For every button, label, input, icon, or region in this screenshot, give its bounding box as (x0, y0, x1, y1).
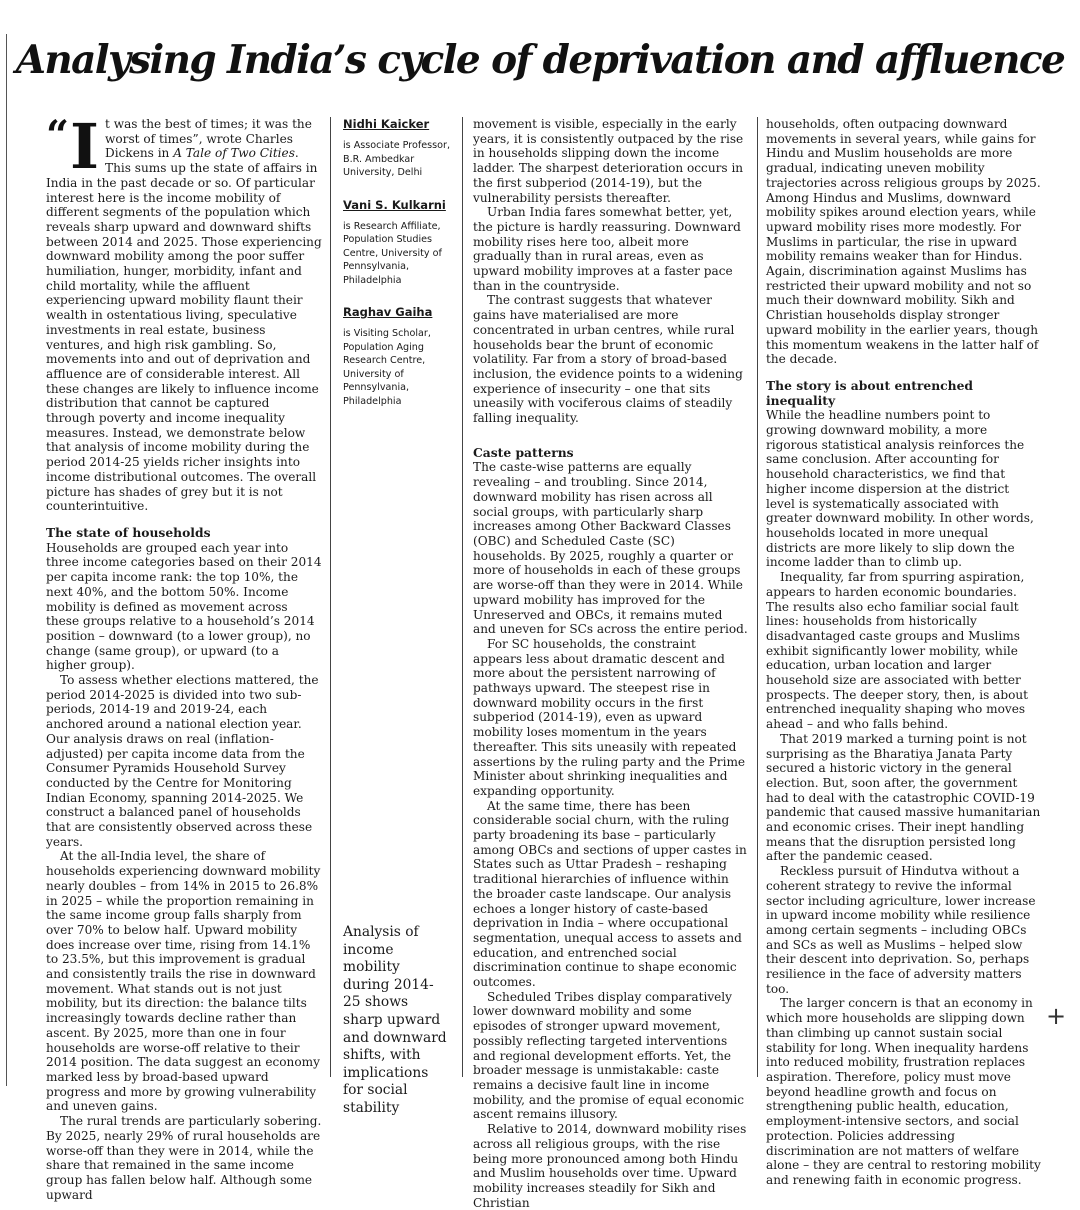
paragraph: The contrast suggests that whatever gains have materialised are more concentrated in urban centres, while rural households bear the brunt of economic volatility. Far from a story of broad-based inclusion, the evidence points to a widening experience of insecurity – one that sits uneasily with vociferous claims of steadily falling inequality. (473, 293, 743, 426)
author-bio: is Associate Professor, B.R. Ambedkar University, Delhi (343, 140, 451, 178)
paragraph: Inequality, far from spurring aspiration, appears to harden economic boundaries. The results also echo familiar social fault lines: households from historically disadvantaged caste groups and Muslims exhibit significantly lower mobility, while education, urban location and larger household size are associated with better prospects. The deeper story, then, is about entrenched inequality shaping who moves ahead – and who falls behind. (766, 570, 1028, 732)
paragraph: The rural trends are particularly sobering. By 2025, nearly 29% of rural households are worse-off than they were in 2014, while the share that remained in the same income group has fallen below half. Although some upward (46, 1114, 322, 1202)
author-name: Raghav Gaiha (343, 305, 433, 319)
paragraph: Relative to 2014, downward mobility rises across all religious groups, with the rise being more pronounced among both Hindu and Muslim households over time. Upward mobility increases steadily for Sikh and Christian (473, 1122, 747, 1210)
section-heading-caste: Caste patterns (473, 444, 574, 460)
paragraph: At the same time, there has been considerable social churn, with the ruling party broadening its base – particularly among OBCs and sections of upper castes in States such as Uttar Pradesh – reshaping traditional hierarchies of influence within the broader caste landscape. Our analysis echoes a longer history of caste-based deprivation in India – where occupational segmentation, unequal access to assets and education, and entrenched social discrimination continue to shape economic outcomes. (473, 798, 747, 990)
column-3 (473, 117, 748, 1210)
drop-cap (46, 110, 100, 183)
column-4 (766, 117, 1041, 1187)
paragraph: That 2019 marked a turning point is not surprising as the Bharatiya Janata Party secured a historic victory in the general election. But, soon after, the government had to deal with the catastrophic COVID-19 pandemic that caused massive humanitarian and economic crises. Their inept handling means that the disruption persisted long after the pandemic ceased. (766, 731, 1041, 864)
author-block (343, 117, 455, 180)
drop-cap-letter: I (70, 110, 100, 183)
plus-icon: + (1046, 1002, 1067, 1030)
paragraph: Scheduled Tribes display comparatively lower downward mobility and some episodes of stronger upward movement, possibly reflecting targeted interventions and regional development efforts. Yet, the broader message is unmistakable: caste remains a decisive fault line in income mobility, and the promise of equal economic ascent remains illusory. (473, 989, 745, 1122)
paragraph: To assess whether elections mattered, the period 2014-2025 is divided into two sub-periods, 2014-19 and 2019-24, each anchored around a national election year. Our analysis draws on real (inflation-adjusted) per capita income data from the Consumer Pyramids Household Survey conducted by the Centre for Monitoring Indian Economy, spanning 2014-2025. We construct a balanced panel of households that are consistently observed across these years. (46, 673, 319, 849)
headline: Analysing India’s cycle of deprivation and affluence (15, 37, 1065, 83)
paragraph: The caste-wise patterns are equally revealing – and troubling. Since 2014, downward mobility has risen across all social groups, with particularly sharp increases among Other Backward Classes (OBC) and Scheduled Caste (SC) households. By 2025, roughly a quarter or more of households in each of these groups are worse-off than they were in 2014. While upward mobility has improved for the Unreserved and OBCs, it remains muted and uneven for SCs across the entire period. (473, 460, 748, 637)
paragraph: Urban India fares somewhat better, yet, the picture is hardly reassuring. Downward mobility rises here too, albeit more gradually than in rural areas, even as upward mobility improves at a faster pace than in the countryside. (473, 205, 741, 293)
pull-quote: Analysis of income mobility during 2014-25 shows sharp upward and downward shifts, with implications for social stability (343, 924, 447, 1116)
author-bio: is Visiting Scholar, Population Aging Research Centre, University of Pennsylvania, Philadelphia (343, 328, 431, 407)
section-heading-inequality: The story is about entrenched inequality (766, 377, 973, 408)
column-rule (757, 117, 758, 1077)
author-name: Nidhi Kaicker (343, 117, 430, 131)
column-rule (462, 117, 463, 1077)
author-bio: is Research Affiliate, Population Studies Centre, University of Pennsylvania, Philadelphia (343, 220, 442, 286)
paragraph: While the headline numbers point to growing downward mobility, a more rigorous statistical analysis reinforces the same conclusion. After accounting for household characteristics, we find that higher income dispersion at the district level is systematically associated with greater downward mobility. In other words, households located in more unequal districts are more likely to slip down the income ladder than to climb up. (766, 408, 1034, 570)
page-edge-rule (6, 34, 7, 1086)
paragraph: The larger concern is that an economy in which more households are slipping down than climbing up cannot sustain social stability for long. When inequality hardens into reduced mobility, frustration replaces aspiration. Therefore, policy must move beyond headline growth and focus on strengthening public health, education, employment-intensive sectors, and social protection. Policies addressing discrimination are not matters of welfare alone – they are central to restoring mobility and renewing faith in economic progress. (766, 996, 1041, 1187)
paragraph: For SC households, the constraint appears less about dramatic descent and more about the persistent narrowing of pathways upward. The steepest rise in downward mobility occurs in the first subperiod (2014-19), even as upward mobility loses momentum in the years thereafter. This sits uneasily with repeated assertions by the ruling party and the Prime Minister about shrinking inequalities and expanding opportunity. (473, 636, 746, 798)
paragraph: households, often outpacing downward movements in several years, while gains for Hindu and Muslim households are more gradual, indicating uneven mobility trajectories across religious groups by 2025. Among Hindus and Muslims, downward mobility spikes around election years, while upward mobility rises more modestly. For Muslims in particular, the rise in upward mobility remains weaker than for Hindus. Again, discrimination against Muslims has restricted their upward mobility and not so much their downward mobility. Sikh and Christian households display stronger upward mobility in the earlier years, though this momentum weakens in the latter half of the decade. (766, 117, 1041, 367)
author-name: Vani S. Kulkarni (343, 197, 446, 212)
author-block (343, 198, 455, 288)
intro-text-b: . This sums up the state of affairs in India in the past decade or so. Of particular interest here is the income mobility of different segments of the population which reveals sharp upward and downward shifts between 2014 and 2025. Those experiencing downward mobility among the poor suffer humiliation, hunger, morbidity, infant and child mortality, while the affluent experiencing upward mobility flaunt their wealth in ostentatious living, speculative investments in real estate, business ventures, and high risk gambling. So, movements into and out of deprivation and affluence are of considerable interest. All these changes are likely to influence income distribution that cannot be captured through poverty and income inequality measures. Instead, we demonstrate below that analysis of income mobility during the period 2014-25 yields richer insights into income distributional outcomes. The overall picture has shades of grey but it is not counterintuitive. (46, 146, 322, 514)
paragraph: Households are grouped each year into three income categories based on their 2014 per capita income rank: the top 10%, the next 40%, and the bottom 50%. Income mobility is defined as movement across these groups relative to a household’s 2014 position – downward (to a lower group), no change (same group), or upward (to a higher group). (46, 540, 322, 673)
paragraph: movement is visible, especially in the early years, it is consistently outpaced by the rise in households slipping down the income ladder. The sharpest deterioration occurs in the first subperiod (2014-19), but the vulnerability persists thereafter. (473, 117, 744, 205)
column-rule (330, 117, 331, 1077)
book-title: A Tale of Two Cities (173, 146, 295, 161)
intro-paragraph (46, 110, 322, 514)
author-block (343, 305, 455, 408)
paragraph: At the all-India level, the share of households experiencing downward mobility nearly doubles – from 14% in 2015 to 26.8% in 2025 – while the proportion remaining in the same income group falls sharply from over 70% to below half. Upward mobility does increase over time, rising from 14.1% to 23.5%, but this improvement is gradual and consistently trails the rise in downward movement. What stands out is not just mobility, but its direction: the balance tilts increasingly towards decline rather than ascent. By 2025, more than one in four households are worse-off relative to their 2014 position. The data suggest an economy marked less by broad-based upward progress and more by growing vulnerability and uneven gains. (46, 849, 321, 1114)
section-heading-households: The state of households (46, 524, 211, 540)
author-column (343, 117, 455, 426)
intro-text-a: t was the best of times; it was the worst of times”, wrote Charles Dickens in (105, 117, 312, 161)
paragraph: Reckless pursuit of Hindutva without a coherent strategy to revive the informal sector including agriculture, lower increase in upward income mobility while resilience among certain segments – including OBCs and SCs as well as Muslims – helped slow their descent into deprivation. So, perhaps resilience in the face of adversity matters too. (766, 864, 1036, 996)
open-quote-mark: “ (46, 112, 70, 159)
column-1 (46, 110, 322, 1202)
